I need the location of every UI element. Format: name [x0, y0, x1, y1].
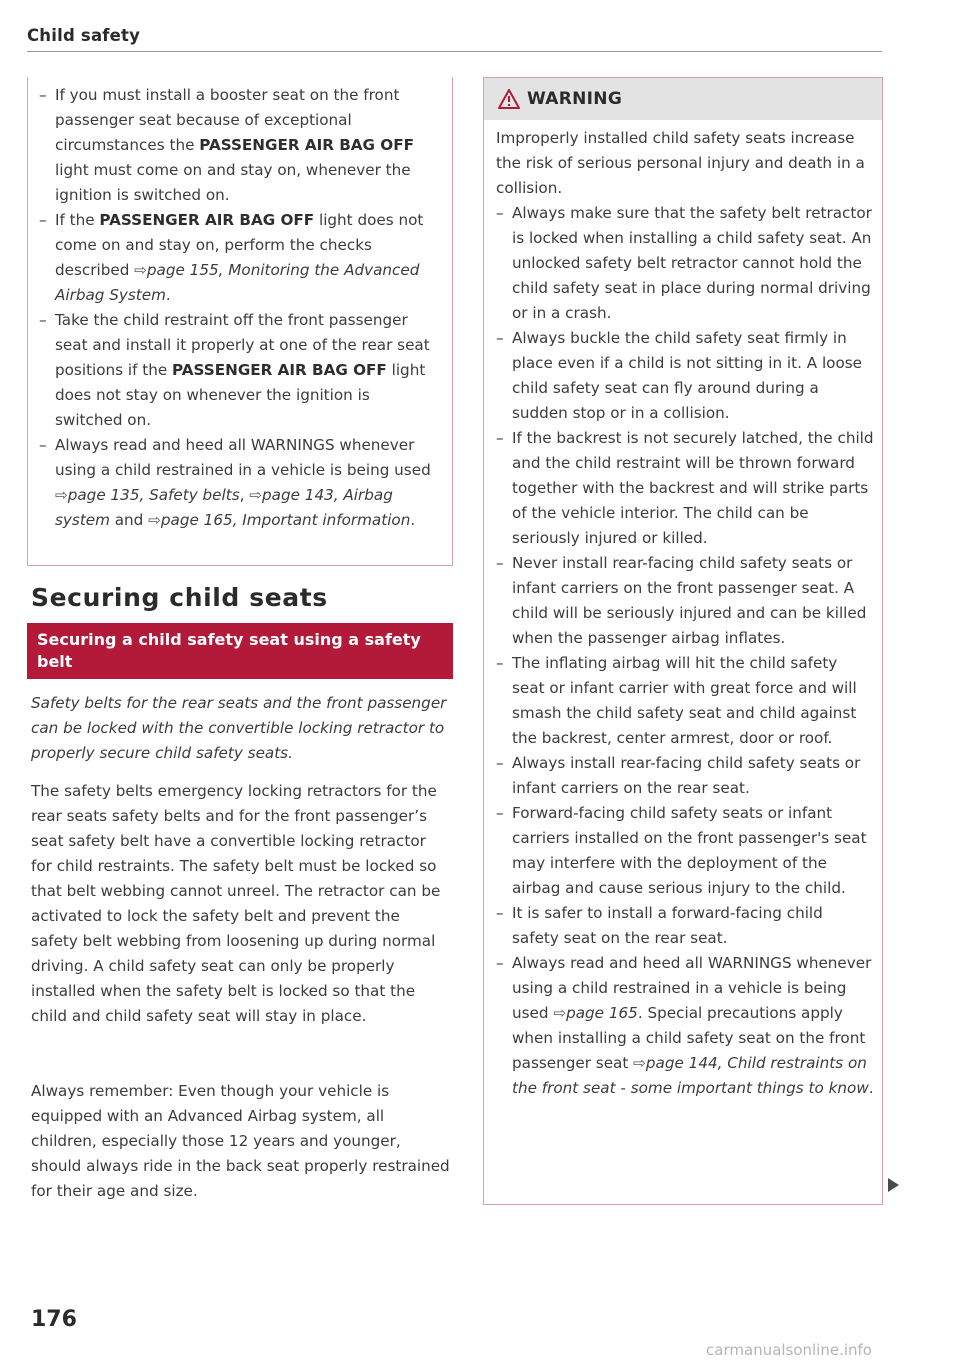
continue-arrow-icon — [888, 1178, 899, 1192]
item-text: The inflating airbag will hit the child safety seat or infant carrier with great force and will smash the child safety seat and child against the backrest, center armrest, door or roof. — [512, 654, 857, 747]
page-reference: page 143, Airbag system — [55, 486, 393, 529]
item-text: light does not come on and stay on, perform the checks described — [55, 211, 424, 279]
item-text: . Special precautions apply when installing a child safety seat on the front passenger seat — [512, 1004, 866, 1072]
dash-bullet: – — [496, 804, 504, 822]
item-text: If the backrest is not securely latched, the child and the child restraint will be thrown forward together with the backrest and will strike parts of the vehicle interior. The child can be seriously injured or killed. — [512, 429, 874, 547]
list-item — [39, 208, 442, 308]
item-text: light must come on and stay on, whenever the ignition is switched on. — [55, 161, 411, 204]
dash-bullet: – — [496, 204, 504, 222]
dash-bullet: – — [496, 754, 504, 772]
item-text: Always buckle the child safety seat firmly in place even if a child is not sitting in it. A loose child safety seat can fly around during a sudden stop or in a collision. — [512, 329, 863, 422]
dash-bullet: – — [39, 311, 47, 329]
continued-warning-box — [27, 77, 453, 566]
arrow-icon: ⇨ — [55, 486, 68, 504]
subsection-heading: Securing a child safety seat using a safety belt — [27, 623, 453, 679]
dash-bullet: – — [496, 329, 504, 347]
bold-term: PASSENGER AIR BAG OFF — [172, 361, 387, 379]
warning-box — [483, 77, 883, 1205]
section-title: Securing child seats — [31, 583, 328, 612]
list-item — [496, 326, 874, 426]
arrow-icon: ⇨ — [553, 1004, 567, 1022]
warning-intro: Improperly installed child safety seats increase the risk of serious personal injury and death in a collision. — [496, 129, 865, 197]
dash-bullet: – — [39, 211, 47, 229]
dash-bullet: – — [496, 904, 504, 922]
dash-bullet: – — [496, 654, 504, 672]
item-text: . — [868, 1079, 874, 1097]
item-text: Always make sure that the safety belt retractor is locked when installing a child safety seat. An unlocked safety belt retractor cannot hold the child safety seat in place during normal driving or in a crash. — [512, 204, 872, 322]
item-text: It is safer to install a forward-facing child safety seat on the rear seat. — [512, 904, 823, 947]
item-text: Forward-facing child safety seats or infant carriers installed on the front passenger's seat may interfere with the deployment of the airbag and cause serious injury to the child. — [512, 804, 867, 897]
bold-term: PASSENGER AIR BAG OFF — [99, 211, 315, 229]
section-intro: Safety belts for the rear seats and the front passenger can be locked with the convertible locking retractor to properly secure child safety seats. — [31, 694, 447, 762]
dash-bullet: – — [496, 429, 504, 447]
body-paragraph-1: The safety belts emergency locking retractors for the rear seats safety belts and for the front passenger’s seat safety belt have a convertible locking retractor for child restraints. The safety belt must be locked so that belt webbing cannot unreel. The retractor can be activated to lock the safety belt and prevent the safety belt webbing from loosening up during normal driving. A child safety seat can only be properly installed when the safety belt is locked so that the child and child safety seat will stay in place. — [31, 782, 441, 1025]
warning-title: WARNING — [527, 88, 623, 109]
item-text: light does not stay on whenever the ignition is switched on. — [55, 361, 426, 429]
item-text: and — [109, 511, 149, 529]
item-text: , — [239, 486, 250, 504]
item-text: Always install rear-facing child safety seats or infant carriers on the rear seat. — [512, 754, 861, 797]
watermark: carmanualsonline.info — [706, 1341, 872, 1359]
page-number: 176 — [31, 1307, 77, 1332]
list-item — [39, 308, 442, 433]
page-reference: page 165 — [566, 1004, 638, 1022]
dash-bullet: – — [39, 436, 47, 454]
list-item — [496, 201, 874, 326]
item-text: . — [410, 511, 416, 529]
list-item — [496, 426, 874, 551]
list-item — [496, 751, 874, 801]
item-text: If you must install a booster seat on the front passenger seat because of exceptional circumstances the — [55, 86, 400, 154]
header-divider — [27, 51, 882, 52]
page-reference: page 135, Safety belts — [67, 486, 240, 504]
list-item — [496, 951, 874, 1101]
item-text: Always read and heed all WARNINGS whenever using a child restrained in a vehicle is being used — [512, 954, 872, 1022]
dash-bullet: – — [496, 554, 504, 572]
page-reference: page 155, Monitoring the Advanced Airbag System — [55, 261, 420, 304]
page-reference: page 144, Child restraints on the front seat - some important things to know — [512, 1054, 869, 1097]
page-reference: page 165, Important information — [160, 511, 411, 529]
bold-term: PASSENGER AIR BAG OFF — [199, 136, 414, 154]
list-item — [496, 801, 874, 901]
warning-list — [496, 201, 874, 1101]
item-text: Always read and heed all WARNINGS whenever using a child restrained in a vehicle is being used — [55, 436, 431, 479]
arrow-icon: ⇨ — [148, 511, 161, 529]
item-text: Never install rear-facing child safety seats or infant carriers on the front passenger seat. A child will be seriously injured and can be killed when the passenger airbag inflates. — [512, 554, 867, 647]
warning-triangle-icon — [498, 89, 520, 109]
page-header-title: Child safety — [27, 26, 141, 45]
body-paragraph-2: Always remember: Even though your vehicle is equipped with an Advanced Airbag system, all children, especially those 12 years and younger, should always ride in the back seat properly restrained for their age and size. — [31, 1082, 450, 1200]
left-warning-list — [39, 83, 442, 533]
warning-header — [484, 78, 882, 120]
item-text: If the — [55, 211, 100, 229]
list-item — [39, 83, 442, 208]
arrow-icon: ⇨ — [134, 261, 147, 279]
arrow-icon: ⇨ — [633, 1054, 646, 1072]
item-text: . — [165, 286, 171, 304]
dash-bullet: – — [496, 954, 504, 972]
list-item — [496, 901, 874, 951]
dash-bullet: – — [39, 86, 47, 104]
list-item — [496, 651, 874, 751]
arrow-icon: ⇨ — [249, 486, 263, 504]
item-text: Take the child restraint off the front passenger seat and install it properly at one of the rear seat positions if the — [55, 311, 430, 379]
list-item — [39, 433, 442, 533]
list-item — [496, 551, 874, 651]
